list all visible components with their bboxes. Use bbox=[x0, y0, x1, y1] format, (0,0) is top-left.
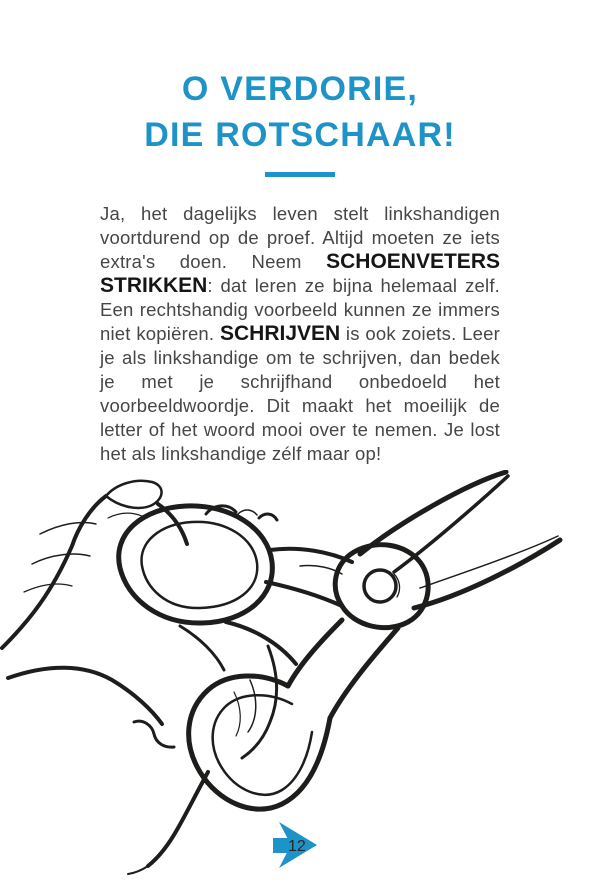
body-text-run: is ook zoiets. Leer je als linkshandige om te schrijven, dan bedek je met je schrijfhand onbedoeld het voorbeeldwoordje. Dit maakt het moeilijk de letter of het woord mooi over te nemen. Je lost het als linkshandige zélf maar op! bbox=[100, 323, 500, 464]
scissors-lines bbox=[119, 472, 560, 874]
page-nav-arrow bbox=[271, 820, 323, 870]
emphasis-word: SCHRIJVEN bbox=[220, 322, 341, 345]
body-text-run: Ja, het dagelijks leven stelt linkshandigen voortdurend op de proef. Altijd moeten ze iets extra's doen. Neem bbox=[100, 203, 500, 272]
emphasis-word: SCHOENVETERS STRIKKEN bbox=[100, 250, 500, 297]
page-number: 12 bbox=[288, 838, 306, 855]
page-title-line-2: DIE ROTSCHAAR! bbox=[144, 116, 456, 154]
page-title-line-1: O VERDORIE, bbox=[181, 70, 419, 108]
body-text-run: : dat leren ze bijna helemaal zelf. Een rechtshandig voorbeeld kunnen ze immers niet kopiëren. bbox=[100, 275, 500, 344]
body-paragraph bbox=[100, 202, 500, 466]
page-title bbox=[0, 66, 600, 158]
title-divider bbox=[265, 172, 335, 177]
hand-lines bbox=[2, 481, 296, 758]
